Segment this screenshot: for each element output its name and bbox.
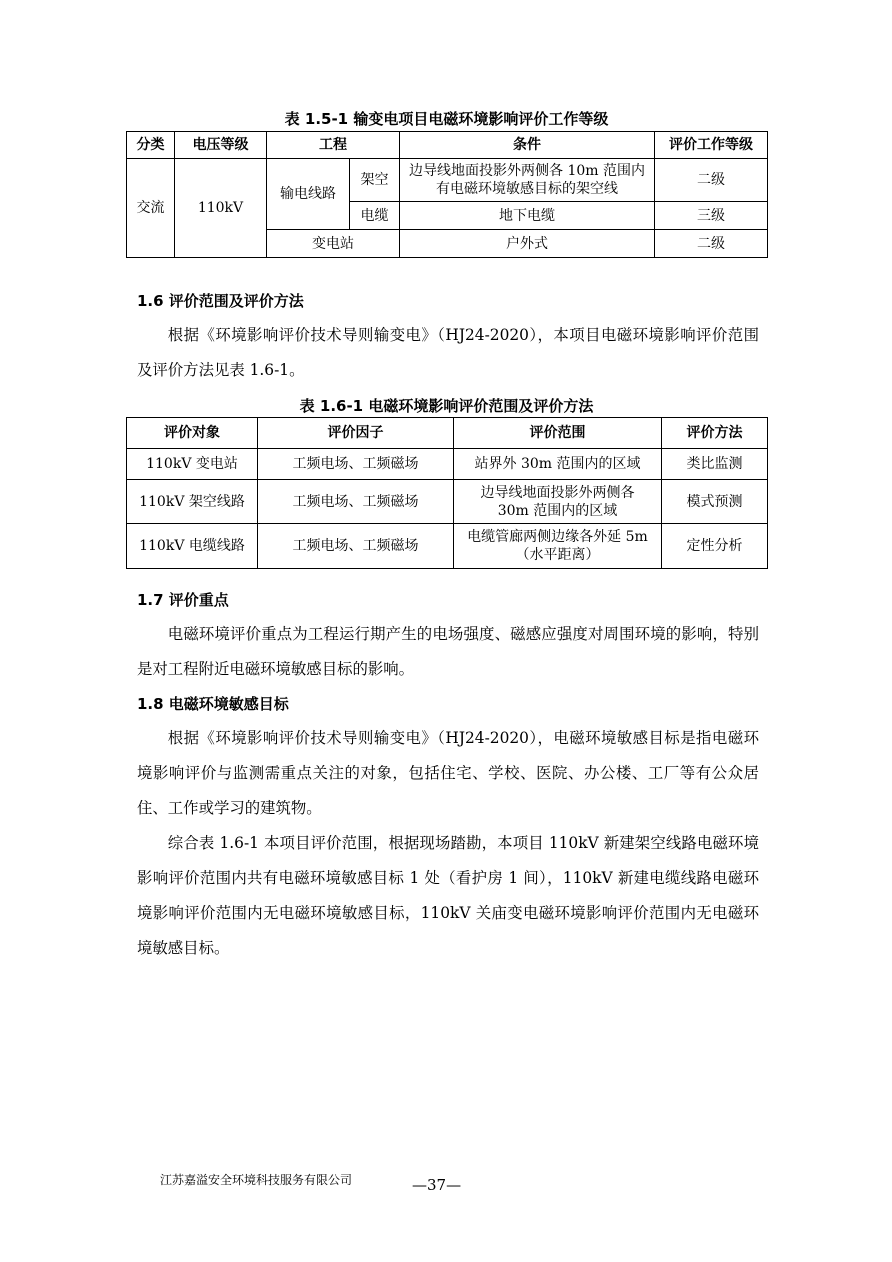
condition-cell: 地下电缆 (400, 202, 655, 230)
project-cell: 变电站 (267, 230, 400, 258)
object-cell: 110kV 变电站 (127, 449, 258, 480)
table-header-cell: 条件 (400, 132, 655, 159)
voltage-cell: 110kV (175, 159, 267, 258)
project-cell: 输电线路 (267, 159, 350, 230)
range-cell: 站界外 30m 范围内的区域 (454, 449, 662, 480)
grade-cell: 二级 (655, 159, 768, 202)
table2-scope-method (126, 417, 768, 569)
table-header-cell: 评价对象 (127, 418, 258, 449)
condition-cell: 边导线地面投影外两侧各 10m 范围内有电磁环境敏感目标的架空线 (400, 159, 655, 202)
table-header-cell: 评价范围 (454, 418, 662, 449)
section-1-8-heading: 1.8 电磁环境敏感目标 (137, 695, 289, 713)
category-cell: 交流 (127, 159, 175, 258)
table-header-cell: 评价工作等级 (655, 132, 768, 159)
method-cell: 类比监测 (662, 449, 768, 480)
footer-page-number: —37— (412, 1176, 462, 1194)
section-1-7-heading: 1.7 评价重点 (137, 591, 229, 609)
table1-work-grade (126, 131, 768, 258)
factor-cell: 工频电场、工频磁场 (258, 524, 454, 569)
object-cell: 110kV 电缆线路 (127, 524, 258, 569)
table-row (127, 524, 768, 569)
table-header-row (127, 132, 768, 159)
object-cell: 110kV 架空线路 (127, 480, 258, 524)
grade-cell: 三级 (655, 202, 768, 230)
range-cell: 电缆管廊两侧边缘各外延 5m（水平距离） (454, 524, 662, 569)
table-row (127, 449, 768, 480)
condition-cell: 户外式 (400, 230, 655, 258)
table2-caption: 表 1.6-1 电磁环境影响评价范围及评价方法 (299, 397, 594, 415)
table-header-row (127, 418, 768, 449)
table1-caption: 表 1.5-1 输变电项目电磁环境影响评价工作等级 (284, 110, 609, 128)
footer-company-name: 江苏嘉溢安全环境科技服务有限公司 (160, 1173, 353, 1187)
factor-cell: 工频电场、工频磁场 (258, 480, 454, 524)
section-1-6-heading: 1.6 评价范围及评价方法 (137, 292, 304, 310)
grade-cell: 二级 (655, 230, 768, 258)
section-1-7-paragraph: 电磁环境评价重点为工程运行期产生的电场强度、磁感应强度对周围环境的影响，特别是对工程附近电磁环境敏感目标的影响。 (137, 625, 759, 678)
sub-type-cell: 架空 (350, 159, 400, 202)
table-header-cell: 电压等级 (175, 132, 267, 159)
table-row (127, 480, 768, 524)
table-row (127, 159, 768, 202)
table-header-cell: 评价因子 (258, 418, 454, 449)
method-cell: 模式预测 (662, 480, 768, 524)
table-header-cell: 工程 (267, 132, 400, 159)
factor-cell: 工频电场、工频磁场 (258, 449, 454, 480)
section-1-8-paragraph-2: 综合表 1.6-1 本项目评价范围，根据现场踏勘，本项目 110kV 新建架空线路电磁环境影响评价范围内共有电磁环境敏感目标 1 处（看护房 1 间），110kV 新建电缆线路电磁环境影响评价范围内无电磁环境敏感目标，110kV 关庙变电磁环境影响评价范围内无电磁环境敏感目标。 (137, 834, 759, 957)
section-1-6-paragraph: 根据《环境影响评价技术导则输变电》（HJ24-2020），本项目电磁环境影响评价范围及评价方法见表 1.6-1。 (137, 326, 759, 379)
table-header-cell: 分类 (127, 132, 175, 159)
range-cell: 边导线地面投影外两侧各 30m 范围内的区域 (454, 480, 662, 524)
table-header-cell: 评价方法 (662, 418, 768, 449)
method-cell: 定性分析 (662, 524, 768, 569)
sub-type-cell: 电缆 (350, 202, 400, 230)
section-1-8-paragraph-1: 根据《环境影响评价技术导则输变电》（HJ24-2020），电磁环境敏感目标是指电磁环境影响评价与监测需重点关注的对象，包括住宅、学校、医院、办公楼、工厂等有公众居住、工作或学习的建筑物。 (137, 729, 759, 817)
